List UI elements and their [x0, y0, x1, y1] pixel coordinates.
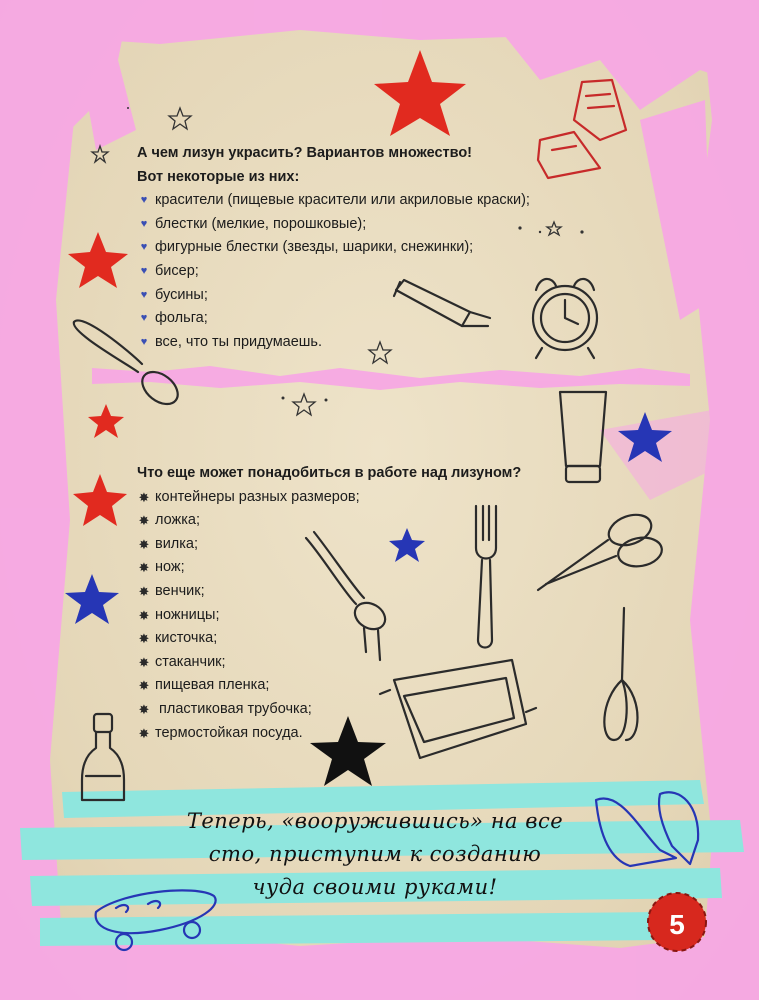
list-item — [137, 189, 530, 213]
blue-heart-icon: ♥ — [140, 335, 148, 348]
list-item — [137, 331, 530, 355]
list-item-text: ножницы; — [155, 606, 220, 623]
list-item — [137, 533, 521, 557]
asterisk-star-icon: ✸ — [138, 489, 150, 505]
list-item — [137, 580, 521, 604]
page-number: 5 — [669, 909, 685, 940]
list-item — [137, 284, 530, 308]
list-item — [137, 307, 530, 331]
list-item-text: термостойкая посуда. — [155, 724, 303, 741]
list-item — [137, 556, 521, 580]
list-item-text: все, что ты придумаешь. — [155, 333, 323, 350]
tools-list — [137, 486, 521, 746]
alarm-clock-icon — [533, 279, 597, 358]
list-item — [137, 509, 521, 533]
red-star-icon — [68, 232, 128, 288]
list-item-text: стаканчик; — [155, 653, 226, 670]
list-item — [137, 236, 530, 260]
list-item-text: пищевая пленка; — [155, 677, 270, 694]
closing-banner — [170, 805, 580, 904]
blue-heart-icon: ♥ — [140, 312, 148, 325]
list-item — [137, 722, 521, 746]
decorations-list — [137, 189, 530, 354]
red-star-icon — [88, 404, 124, 438]
tools-section — [137, 462, 521, 745]
list-item-text: бисер; — [155, 262, 199, 279]
asterisk-star-icon: ✸ — [138, 560, 150, 576]
blue-heart-icon: ♥ — [140, 217, 148, 230]
list-item — [137, 213, 530, 237]
asterisk-star-icon: ✸ — [138, 725, 150, 741]
list-item-text: блестки (мелкие, порошковые); — [155, 215, 367, 232]
outline-star-icon — [92, 146, 108, 162]
blue-star-icon — [65, 574, 119, 624]
red-star-icon — [73, 474, 127, 526]
list-item-text: пластиковая трубочка; — [155, 700, 312, 717]
outline-star-icon — [293, 394, 315, 415]
asterisk-star-icon: ✸ — [138, 583, 150, 599]
bottle-icon — [82, 714, 124, 800]
list-item — [137, 486, 521, 510]
blue-heart-icon: ♥ — [140, 194, 148, 207]
whisk-icon — [604, 608, 637, 740]
asterisk-star-icon: ✸ — [138, 536, 150, 552]
list-item-text: бусины; — [155, 286, 208, 303]
banner-line-3: чуда своими руками! — [252, 875, 498, 899]
blue-heart-icon: ♥ — [140, 264, 148, 277]
outline-star-icon — [169, 108, 191, 129]
asterisk-star-icon: ✸ — [138, 631, 150, 647]
list-item-text: ложка; — [155, 512, 200, 529]
list-item-text: контейнеры разных размеров; — [155, 488, 360, 505]
list-item-text: красители (пищевые красители или акриловые краски); — [155, 192, 530, 209]
list-item-text: нож; — [155, 559, 185, 576]
list-item — [137, 674, 521, 698]
asterisk-star-icon: ✸ — [138, 513, 150, 529]
decorations-section — [137, 142, 530, 354]
section1-heading-line1: А чем лизун украсить? Вариантов множество! — [137, 145, 473, 161]
list-item-text: вилка; — [155, 535, 199, 552]
list-item-text: венчик; — [155, 582, 205, 599]
blue-heart-icon: ♥ — [140, 241, 148, 254]
scissors-icon — [538, 509, 664, 590]
blue-heart-icon: ♥ — [140, 288, 148, 301]
list-item — [137, 698, 521, 722]
red-star-icon — [374, 50, 466, 136]
list-item — [137, 260, 530, 284]
section1-heading-line2: Вот некоторые из них: — [137, 168, 300, 185]
list-item — [137, 604, 521, 628]
section2-heading: Что еще может понадобиться в работе над лизуном? — [137, 465, 522, 481]
asterisk-star-icon: ✸ — [138, 607, 150, 623]
asterisk-star-icon: ✸ — [138, 678, 150, 694]
banner-line-2: сто, приступим к созданию — [208, 842, 542, 866]
list-item — [137, 627, 521, 651]
outline-star-icon — [547, 222, 561, 235]
list-item — [137, 651, 521, 675]
sneakers-icon — [538, 80, 626, 178]
banner-line-1: Теперь, «вооружившись» на все — [186, 809, 564, 833]
asterisk-star-icon: ✸ — [138, 654, 150, 670]
list-item-text: фигурные блестки (звезды, шарики, снежинки); — [155, 239, 474, 256]
cream-tube-icon — [560, 392, 606, 482]
list-item-text: кисточка; — [155, 630, 218, 647]
asterisk-star-icon: ✸ — [138, 701, 150, 717]
list-item-text: фольга; — [155, 310, 208, 327]
